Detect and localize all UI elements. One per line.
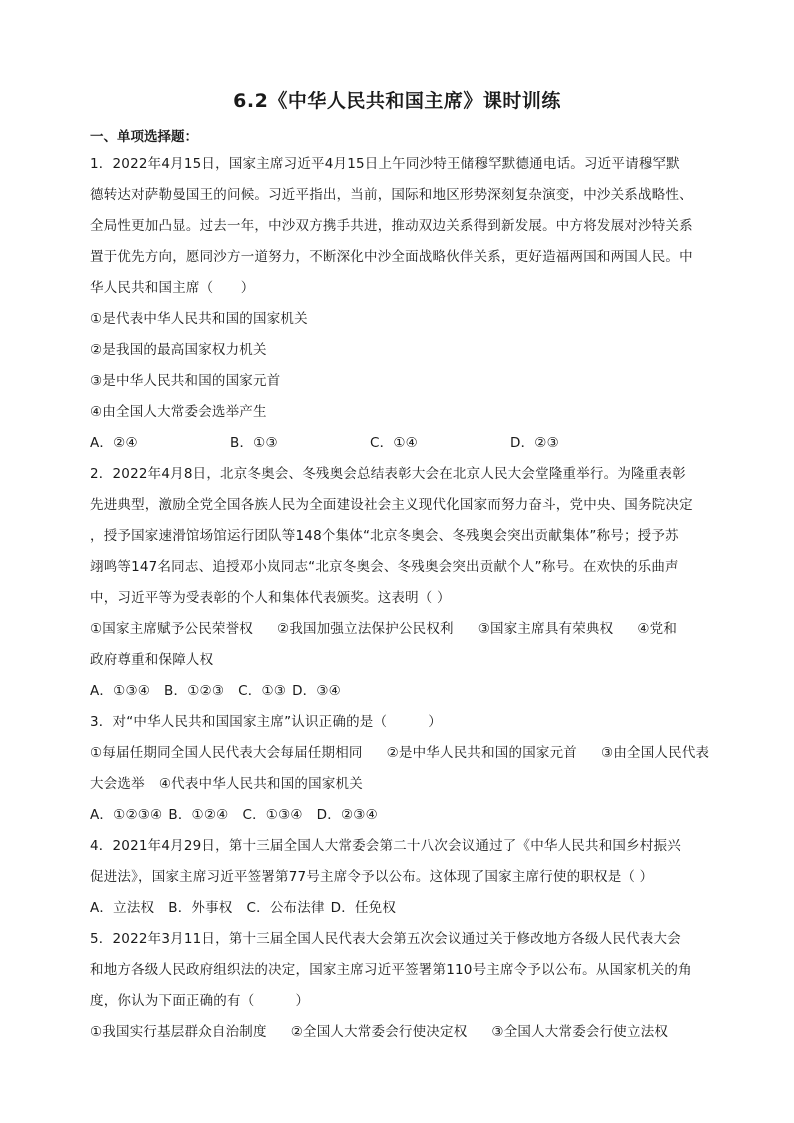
statement-2: ②我国加强立法保护公民权利 xyxy=(277,621,454,637)
option-c[interactable]: C．公布法律 xyxy=(246,900,325,916)
question-5-text-line: 和地方各级人民政府组织法的决定，国家主席习近平签署第110号主席令予以公布。从国家机关的角 xyxy=(90,962,692,978)
question-4-text-line: 促进法》，国家主席习近平签署第77号主席令予以公布。这体现了国家主席行使的职权是（ ） xyxy=(90,869,654,885)
option-d[interactable]: D．③④ xyxy=(292,683,341,699)
question-2-text-line: 翊鸣等147名同志、追授邓小岚同志“北京冬奥会、冬残奥会突出贡献个人”称号。在欢快的乐曲声 xyxy=(90,559,679,575)
statements-row xyxy=(90,769,704,800)
statement-4: ④代表中华人民共和国的国家机关 xyxy=(158,776,363,792)
question-1 xyxy=(90,149,704,459)
question-1-text-line: 1．2022年4月15日，国家主席习近平4月15日上午同沙特王储穆罕默德通电话。习近平请穆罕默 xyxy=(90,156,680,172)
option-c[interactable]: C．①③④ xyxy=(242,807,303,823)
option-a[interactable]: A．①③④ xyxy=(90,683,151,699)
option-d[interactable]: D．任免权 xyxy=(330,900,397,916)
statement-1: ①我国实行基层群众自治制度 xyxy=(90,1024,267,1040)
question-4 xyxy=(90,831,704,924)
statement-1: ①是代表中华人民共和国的国家机关 xyxy=(90,311,308,327)
statement-2: ②是我国的最高国家权力机关 xyxy=(90,342,267,358)
statements-row xyxy=(90,614,704,645)
statement-2: ②是中华人民共和国的国家元首 xyxy=(386,745,578,761)
statement-3: ③是中华人民共和国的国家元首 xyxy=(90,373,281,389)
option-b[interactable]: B．①②④ xyxy=(168,807,229,823)
answer-options xyxy=(90,676,704,707)
question-2-text-line: 中，习近平等为受表彰的个人和集体代表颁奖。这表明（ ） xyxy=(90,590,451,606)
answer-options xyxy=(90,800,704,831)
question-3-text-line: 3．对“中华人民共和国国家主席”认识正确的是（ ） xyxy=(90,714,442,730)
question-5-text-line: 度，你认为下面正确的有（ ） xyxy=(90,993,310,1009)
question-2-text-line: 2．2022年4月8日，北京冬奥会、冬残奥会总结表彰大会在北京人民大会堂隆重举行。为隆重表彰 xyxy=(90,466,686,482)
question-2-text-line: 先进典型，激励全党全国各族人民为全面建设社会主义现代化国家而努力奋斗，党中央、国务院决定 xyxy=(90,497,693,513)
option-d[interactable]: D．②③ xyxy=(510,435,559,451)
option-a[interactable]: A．①②③④ xyxy=(90,807,163,823)
statement-3: ③全国人大常委会行使立法权 xyxy=(491,1024,669,1040)
option-b[interactable]: B．①③ xyxy=(230,435,278,451)
statement-2: ②全国人大常委会行使决定权 xyxy=(290,1024,468,1040)
statement-1: ①每届任期同全国人民代表大会每届任期相同 xyxy=(90,745,363,761)
statement-3-continued: 大会选举 xyxy=(90,776,145,792)
question-1-text-line: 置于优先方向，愿同沙方一道努力，不断深化中沙全面战略伙伴关系，更好造福两国和两国人民。中 xyxy=(90,249,693,265)
question-2 xyxy=(90,459,704,707)
question-5-text-line: 5．2022年3月11日，第十三届全国人民代表大会第五次会议通过关于修改地方各级人民代表大会 xyxy=(90,931,681,947)
option-d[interactable]: D．②③④ xyxy=(316,807,378,823)
statement-4: ④由全国人大常委会选举产生 xyxy=(90,404,267,420)
option-a[interactable]: A．②④ xyxy=(90,435,138,451)
answer-options xyxy=(90,893,704,924)
statement-1: ①国家主席赋予公民荣誉权 xyxy=(90,621,254,637)
question-5 xyxy=(90,924,704,1048)
statement-3: ③由全国人民代表 xyxy=(601,745,710,761)
option-b[interactable]: B．外事权 xyxy=(168,900,233,916)
question-3 xyxy=(90,707,710,831)
question-1-text-line: 德转达对萨勒曼国王的问候。习近平指出，当前，国际和地区形势深刻复杂演变，中沙关系战略性、 xyxy=(90,187,693,203)
page-title: 6.2《中华人民共和国主席》课时训练 xyxy=(233,90,561,112)
statement-4-continued: 政府尊重和保障人权 xyxy=(90,652,214,668)
statements-row xyxy=(90,738,710,769)
question-1-text-line: 华人民共和国主席（ ） xyxy=(90,280,255,296)
option-c[interactable]: C．①④ xyxy=(370,435,418,451)
answer-options xyxy=(90,428,704,459)
statements-row xyxy=(90,1017,704,1048)
option-c[interactable]: C．①③ xyxy=(238,683,287,699)
statement-3: ③国家主席具有荣典权 xyxy=(477,621,614,637)
question-2-text-line: ，授予国家速滑馆场馆运行团队等148个集体“北京冬奥会、冬残奥会突出贡献集体”称号；授予苏 xyxy=(90,528,679,544)
question-4-text-line: 4．2021年4月29日，第十三届全国人大常委会第二十八次会议通过了《中华人民共和国乡村振兴 xyxy=(90,838,681,854)
question-1-text-line: 全局性更加凸显。过去一年，中沙双方携手共进，推动双边关系得到新发展。中方将发展对沙特关系 xyxy=(90,218,693,234)
option-b[interactable]: B．①②③ xyxy=(164,683,225,699)
section-heading: 一、单项选择题： xyxy=(90,129,198,145)
statement-4: ④党和 xyxy=(637,621,678,637)
option-a[interactable]: A．立法权 xyxy=(90,900,155,916)
